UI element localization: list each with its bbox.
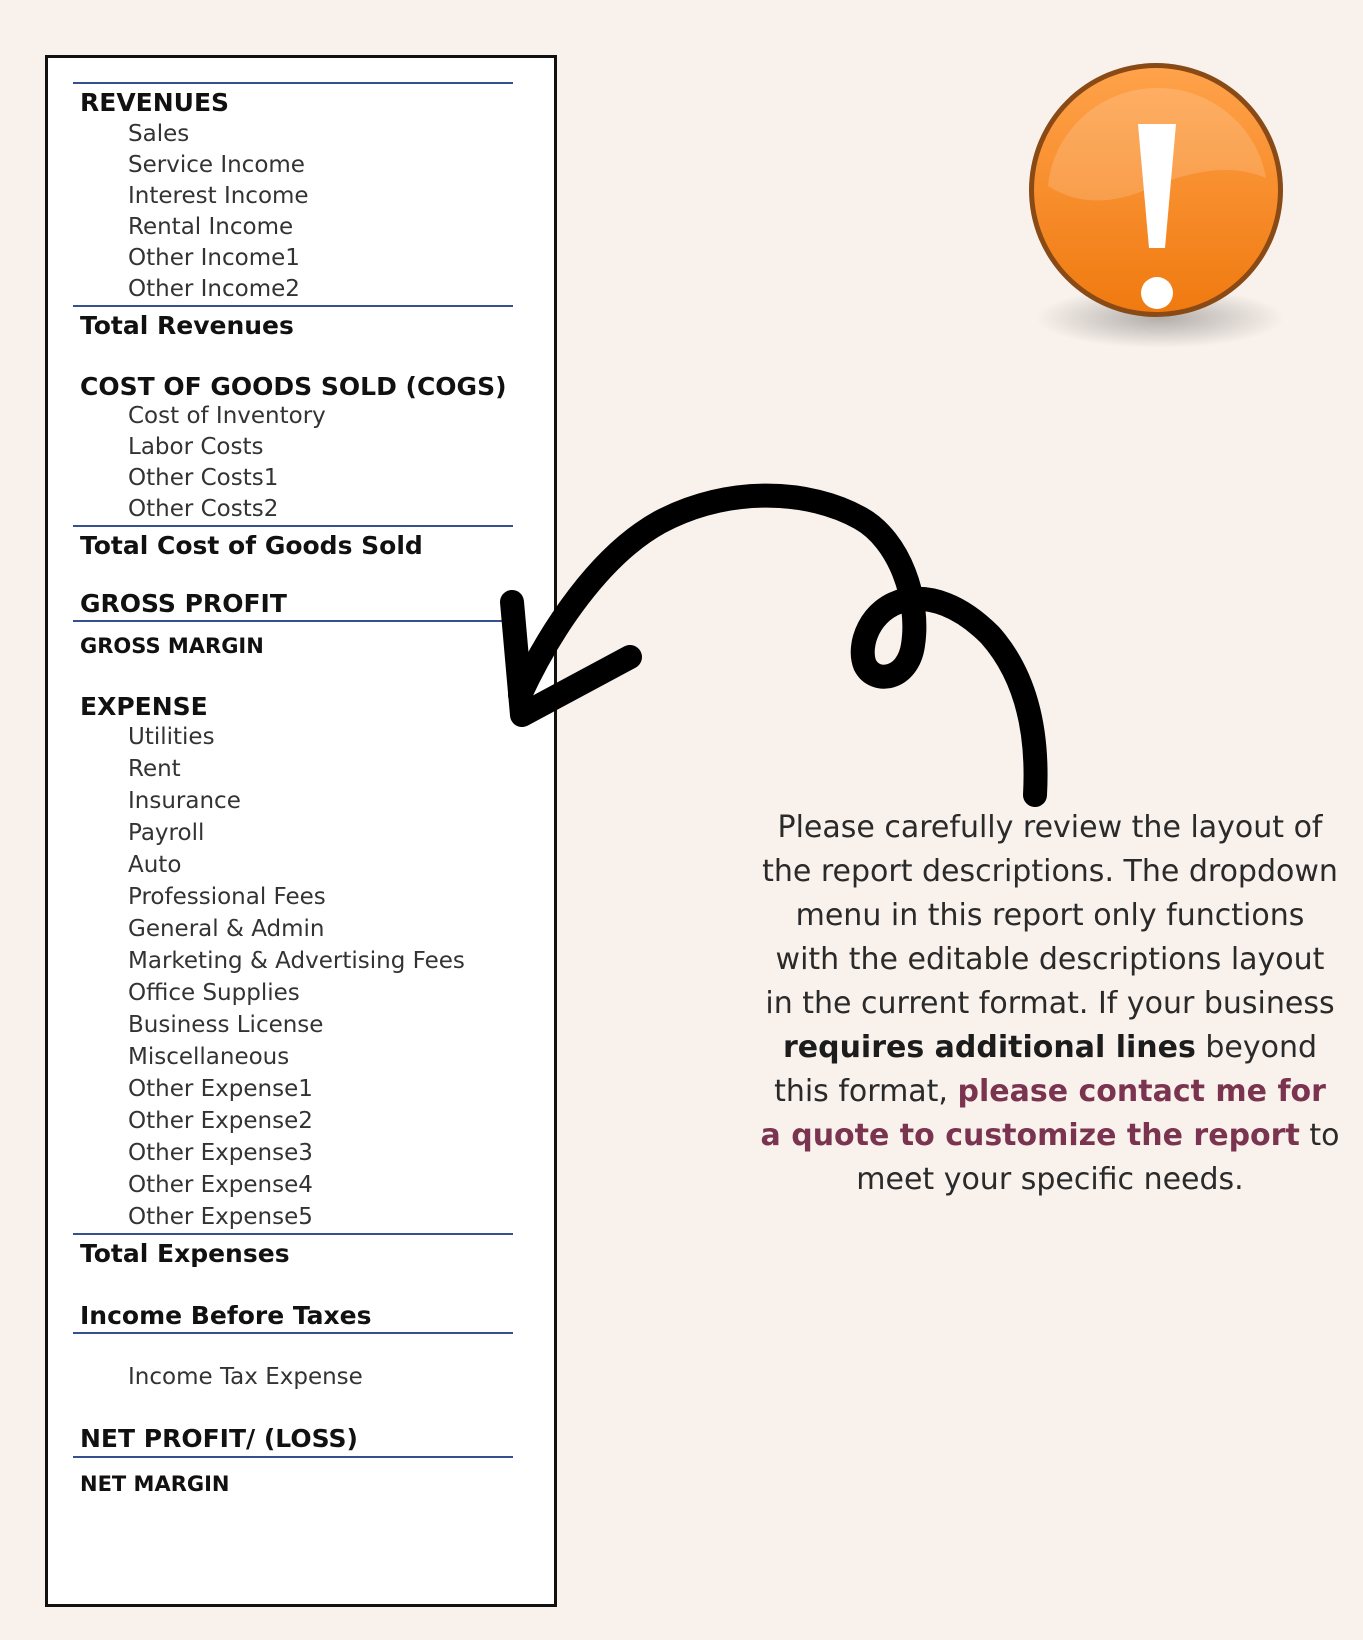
- total-revenues: Total Revenues: [80, 311, 294, 340]
- income-tax-expense: Income Tax Expense: [128, 1364, 363, 1390]
- expense-heading: EXPENSE: [80, 692, 208, 721]
- revenues-heading: REVENUES: [80, 88, 230, 117]
- cogs-item: Other Costs2: [128, 496, 279, 522]
- instruction-note: [760, 806, 1340, 1202]
- net-profit: NET PROFIT/ (LOSS): [80, 1424, 358, 1453]
- note-text: beyond this format,: [774, 1030, 1318, 1109]
- curved-arrow-icon: [490, 480, 1070, 820]
- note-text: Please carefully review the layout of the report descriptions. The dropdown menu in this report only functions with the editable descriptions layout in the current format. If your business: [762, 810, 1338, 1021]
- expense-item: Professional Fees: [128, 884, 326, 910]
- revenue-item: Rental Income: [128, 214, 294, 240]
- expense-item: General & Admin: [128, 916, 325, 942]
- rule-line: [73, 1233, 513, 1235]
- expense-item: Other Expense5: [128, 1204, 313, 1230]
- expense-item: Rent: [128, 756, 181, 782]
- revenue-item: Service Income: [128, 152, 305, 178]
- revenue-item: Interest Income: [128, 183, 309, 209]
- expense-item: Marketing & Advertising Fees: [128, 948, 465, 974]
- cogs-item: Other Costs1: [128, 465, 279, 491]
- expense-item: Other Expense1: [128, 1076, 313, 1102]
- expense-item: Utilities: [128, 724, 215, 750]
- rule-line: [73, 82, 513, 84]
- expense-item: Other Expense2: [128, 1108, 313, 1134]
- rule-line: [73, 1456, 513, 1458]
- rule-line: [73, 305, 513, 307]
- gross-profit: GROSS PROFIT: [80, 589, 287, 618]
- note-bold: requires additional lines: [782, 1030, 1196, 1065]
- rule-line: [73, 525, 513, 527]
- gross-margin: GROSS MARGIN: [80, 634, 264, 658]
- exclamation-warning-icon: [1020, 56, 1320, 356]
- expense-item: Insurance: [128, 788, 241, 814]
- expense-item: Payroll: [128, 820, 205, 846]
- net-margin: NET MARGIN: [80, 1472, 230, 1496]
- expense-item: Business License: [128, 1012, 324, 1038]
- total-cogs: Total Cost of Goods Sold: [80, 531, 423, 560]
- note-text: to meet your specific needs.: [856, 1118, 1340, 1197]
- cogs-item: Cost of Inventory: [128, 403, 326, 429]
- total-expenses: Total Expenses: [80, 1239, 290, 1268]
- revenue-item: Other Income1: [128, 245, 300, 271]
- rule-line: [73, 1332, 513, 1334]
- expense-item: Miscellaneous: [128, 1044, 290, 1070]
- expense-item: Auto: [128, 852, 182, 878]
- expense-item: Office Supplies: [128, 980, 300, 1006]
- expense-item: Other Expense4: [128, 1172, 313, 1198]
- cogs-item: Labor Costs: [128, 434, 264, 460]
- report-layout: [45, 55, 557, 1607]
- note-highlight: please contact me for a quote to customize the report: [760, 1074, 1326, 1153]
- rule-line: [73, 620, 513, 622]
- revenue-item: Sales: [128, 121, 190, 147]
- cogs-heading: COST OF GOODS SOLD (COGS): [80, 372, 507, 401]
- income-before-taxes: Income Before Taxes: [80, 1301, 372, 1330]
- expense-item: Other Expense3: [128, 1140, 313, 1166]
- revenue-item: Other Income2: [128, 276, 300, 302]
